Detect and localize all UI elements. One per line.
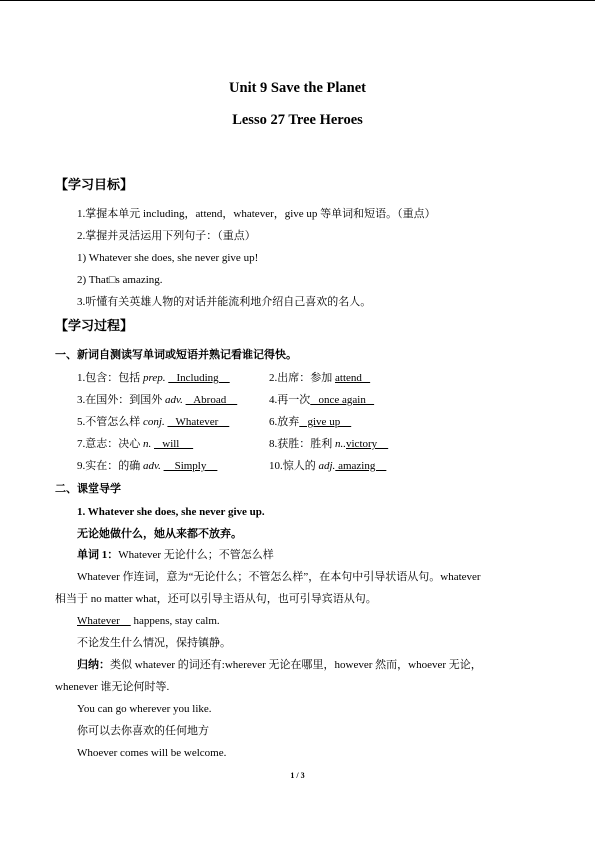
vocab-item-10: 10.惊人的 adj. amazing [269, 460, 387, 472]
example-1-en: Whatever happens, stay calm. [77, 615, 220, 627]
vocab-answer: victory [346, 438, 389, 450]
example-1-cn: 不论发生什么情况，保持镇静。 [77, 637, 231, 649]
example-3-en: Whoever comes will be welcome. [77, 747, 227, 759]
goals-heading: 【学习目标】 [55, 177, 134, 192]
key-sentence-cn: 无论她做什么，她从来都不放弃。 [77, 528, 242, 540]
goal-sentence-2: 2) That□s amazing. [77, 274, 163, 286]
vocab-item-8: 8.获胜：胜利 n..victory [269, 438, 389, 450]
goal-item-2: 2.掌握并灵活运用下列句子：（重点） [77, 230, 256, 242]
vocab-item-1: 1.包含：包括 prep. Including [77, 372, 230, 384]
summary-line-1: 归纳：类似 whatever 的词还有:wherever 无论在哪里，however 然而，whoever 无论， [77, 659, 482, 671]
vocab-answer: Simply [163, 460, 218, 472]
vocab-answer: Including [168, 372, 230, 384]
vocab-answer: Abroad [185, 394, 238, 406]
vocab-answer: amazing [335, 460, 387, 472]
vocab-item-7: 7.意志：决心 n. will [77, 438, 194, 450]
word-line: 单词 1：Whatever 无论什么；不管怎么样 [77, 549, 274, 561]
explain-line-2: 相当于 no matter what，还可以引导主语从句，也可引导宾语从句。 [55, 593, 377, 605]
vocab-answer: Whatever [167, 416, 230, 428]
example-2-cn: 你可以去你喜欢的任何地方 [77, 725, 209, 737]
goal-item-3: 3.听懂有关英雄人物的对话并能流利地介绍自己喜欢的名人。 [77, 296, 372, 308]
goal-item-1: 1.掌握本单元 including，attend，whatever，give up 等单词和短语。（重点） [77, 208, 436, 220]
part1-title: 一、新词自测读写单词或短语并熟记看谁记得快。 [55, 349, 297, 361]
vocab-item-2: 2.出席：参加 attend [269, 372, 371, 384]
vocab-item-9: 9.实在：的确 adv. Simply [77, 460, 218, 472]
key-sentence-en: 1. Whatever she does, she never give up. [77, 506, 265, 518]
vocab-item-3: 3.在国外：到国外 adv. Abroad [77, 394, 238, 406]
example-2-en: You can go wherever you like. [77, 703, 212, 715]
explain-line-1: Whatever 作连词，意为“无论什么；不管怎么样”，在本句中引导状语从句。whatever [77, 571, 481, 583]
vocab-answer: give up [299, 416, 352, 428]
lesson-title: Lesso 27 Tree Heroes [232, 112, 363, 128]
vocab-item-6: 6.放弃 give up [269, 416, 352, 428]
part2-title: 二、课堂导学 [55, 483, 121, 495]
vocab-item-4: 4.再一次 once again [269, 394, 375, 406]
page-number: 1 / 3 [290, 771, 305, 780]
vocab-answer: will [154, 438, 194, 450]
document-title: Unit 9 Save the Planet [229, 80, 366, 96]
vocab-answer: attend [335, 372, 371, 384]
process-heading: 【学习过程】 [55, 318, 134, 333]
top-border [0, 0, 595, 1]
vocab-item-5: 5.不管怎么样 conj. Whatever [77, 416, 230, 428]
vocab-answer: once again [310, 394, 375, 406]
goal-sentence-1: 1) Whatever she does, she never give up! [77, 252, 259, 264]
summary-line-2: whenever 谁无论何时等. [55, 681, 170, 693]
